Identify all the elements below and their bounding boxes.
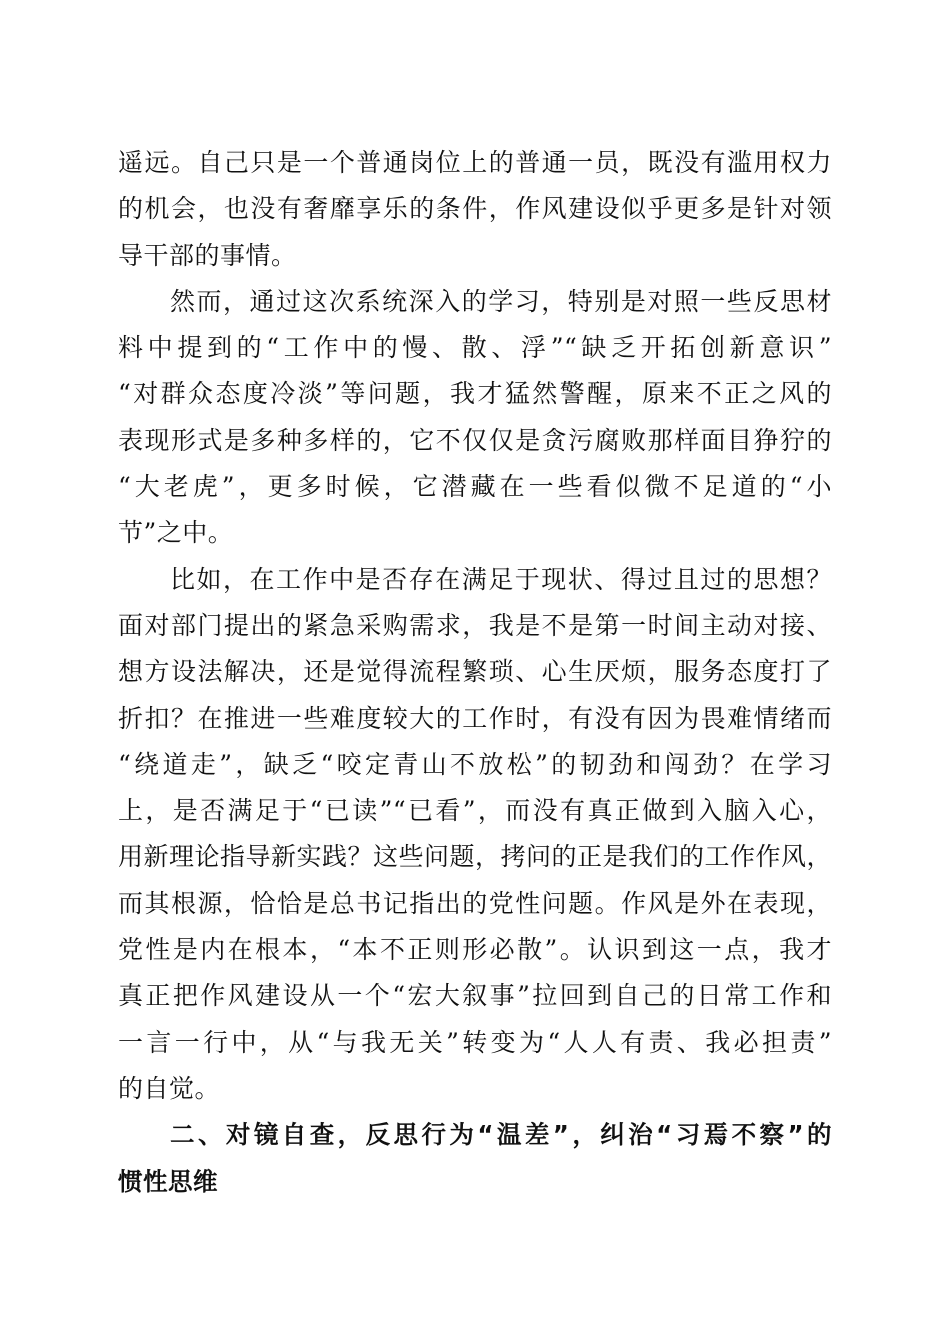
text-line: “大老虎”，更多时候，它潜藏在一些看似微不足道的“小 xyxy=(118,472,832,502)
text-line: “绕道走”，缺乏“咬定青山不放松”的韧劲和闯劲？在学习 xyxy=(118,749,832,779)
text-line: 导干部的事情。 xyxy=(118,240,297,270)
heading-line: 惯性思维 xyxy=(118,1166,218,1196)
text-line: 一言一行中，从“与我无关”转变为“人人有责、我必担责” xyxy=(118,1027,832,1057)
text-line: 遥远。自己只是一个普通岗位上的普通一员，既没有滥用权力 xyxy=(118,148,832,177)
text-line: 比如，在工作中是否存在满足于现状、得过且过的思想？ xyxy=(170,564,832,594)
document-page xyxy=(118,140,832,1205)
text-line: 面对部门提出的紧急采购需求，我是不是第一时间主动对接、 xyxy=(118,610,832,640)
text-line: “对群众态度冷淡”等问题，我才猛然警醒，原来不正之风的 xyxy=(118,379,832,409)
text-line: 想方设法解决，还是觉得流程繁琐、心生厌烦，服务态度打了 xyxy=(118,657,832,687)
text-line: 上，是否满足于“已读”“已看”，而没有真正做到入脑入心， xyxy=(118,796,832,826)
text-line: 然而，通过这次系统深入的学习，特别是对照一些反思材 xyxy=(170,286,832,316)
text-line: 料中提到的“工作中的慢、散、浮”“缺乏开拓创新意识” xyxy=(118,333,832,363)
text-line: 折扣？在推进一些难度较大的工作时，有没有因为畏难情绪而 xyxy=(118,703,832,733)
text-line: 的机会，也没有奢靡享乐的条件，作风建设似乎更多是针对领 xyxy=(118,194,832,224)
text-line: 表现形式是多种多样的，它不仅仅是贪污腐败那样面目狰狞的 xyxy=(118,425,832,455)
heading-line: 二、对镜自查，反思行为“温差”，纠治“习焉不察”的 xyxy=(170,1120,832,1150)
section-heading xyxy=(118,1112,832,1205)
text-line: 真正把作风建设从一个“宏大叙事”拉回到自己的日常工作和 xyxy=(118,981,832,1011)
text-line: 而其根源，恰恰是总书记指出的党性问题。作风是外在表现， xyxy=(118,888,832,918)
paragraph-1 xyxy=(118,140,832,279)
text-line: 节”之中。 xyxy=(118,518,234,548)
paragraph-3 xyxy=(118,557,832,1113)
paragraph-2 xyxy=(118,279,832,557)
text-line: 用新理论指导新实践？这些问题，拷问的正是我们的工作作风， xyxy=(118,842,833,872)
text-line: 的自觉。 xyxy=(118,1073,221,1103)
text-line: 党性是内在根本，“本不正则形必散”。认识到这一点，我才 xyxy=(118,935,832,965)
